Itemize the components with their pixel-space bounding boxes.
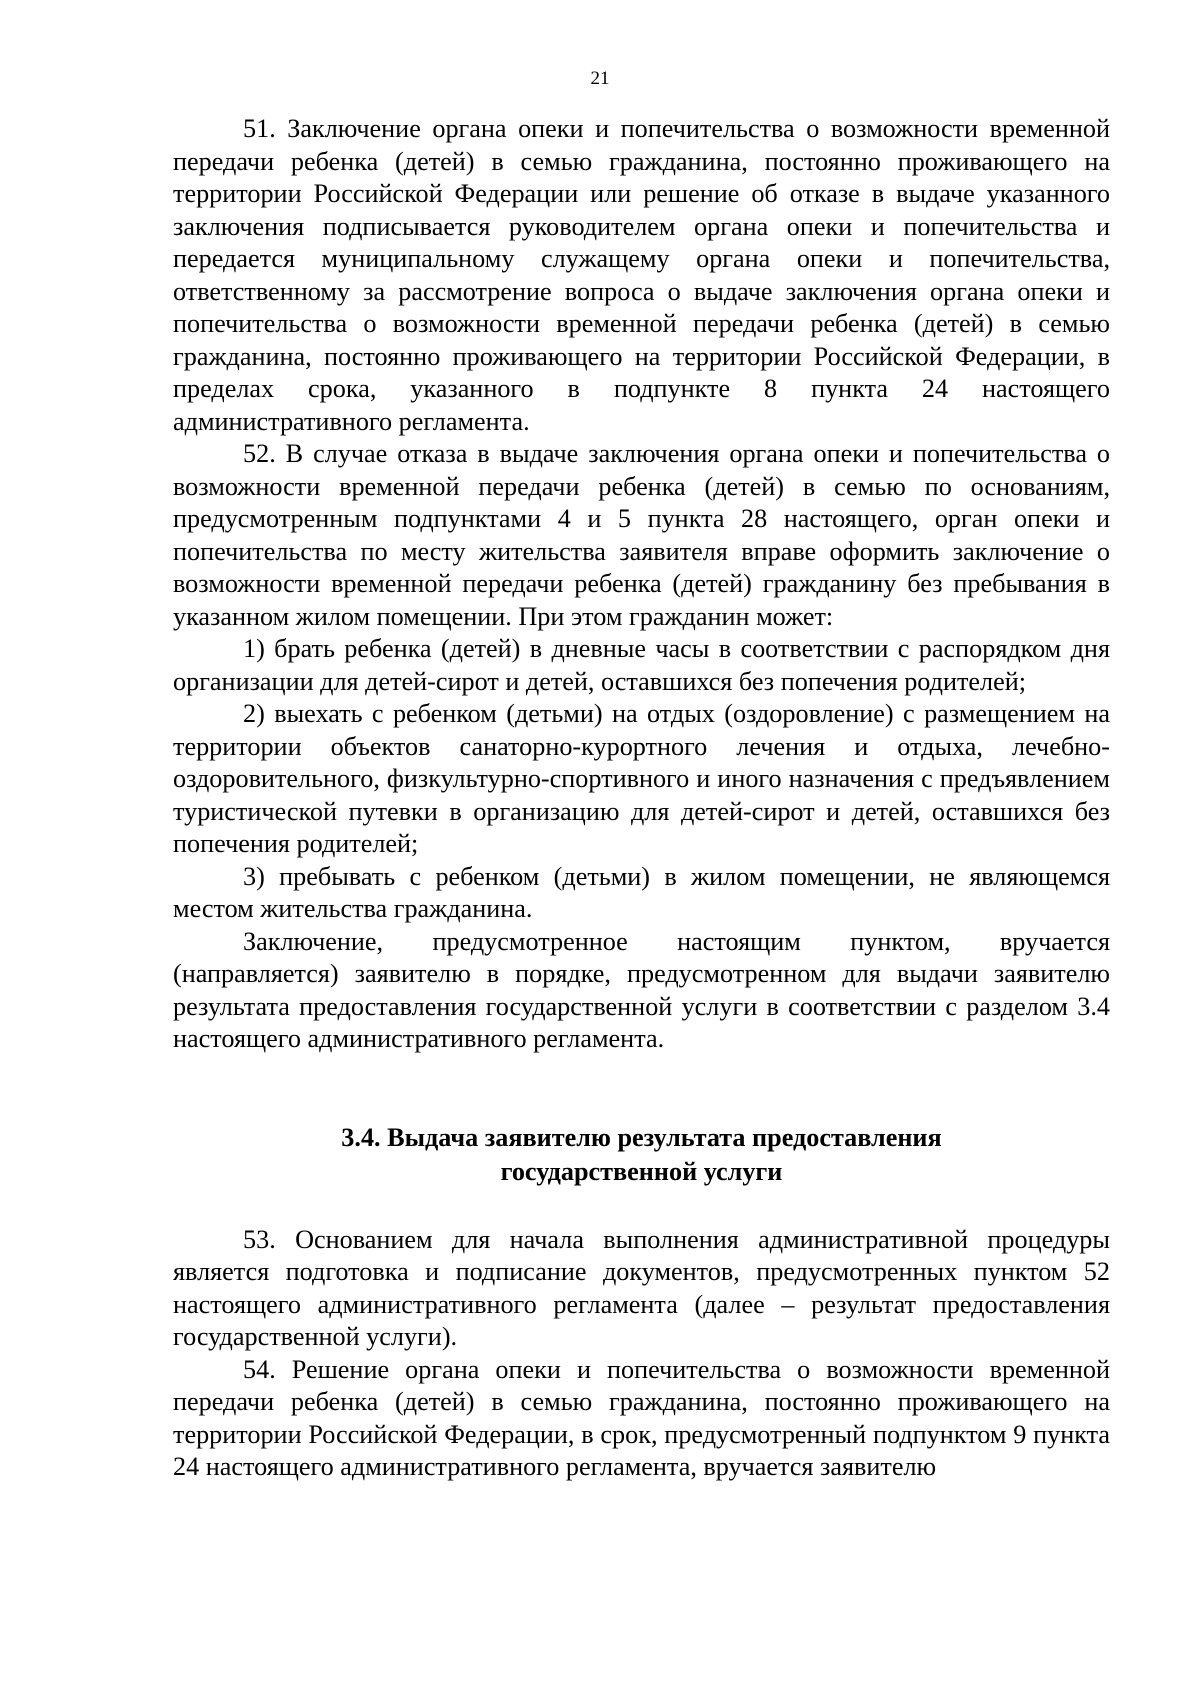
- paragraph-52: 52. В случае отказа в выдаче заключения органа опеки и попечительства о возможности временной передачи ребенка (детей) в семью по основаниям, предусмотренным подпунктами 4 и 5 пункта 28 настоящего, орган опеки и попечительства по месту жительства заявителя вправе оформить заключение о возможности временной передачи ребенка (детей) гражданину без пребывания в указанном жилом помещении. При этом гражданин может:: [173, 439, 1110, 631]
- list-item-3: 3) пребывать с ребенком (детьми) в жилом помещении, не являющемся местом жительства гражданина.: [173, 861, 1110, 923]
- paragraph-51: 51. Заключение органа опеки и попечительства о возможности временной передачи ребенка (детей) в семью гражданина, постоянно проживающего на территории Российской Федерации или решение об отказе в выдаче указанного заключения подписывается руководителем органа опеки и попечительства и передается муниципальному служащему органа опеки и попечительства, ответственному за рассмотрение вопроса о выдаче заключения органа опеки и попечительства о возможности временной передачи ребенка (детей) в семью гражданина, постоянно проживающего на территории Российской Федерации, в пределах срока, указанного в подпункте 8 пункта 24 настоящего административного регламента.: [173, 114, 1110, 436]
- paragraph-conclusion: Заключение, предусмотренное настоящим пунктом, вручается (направляется) заявителю в порядке, предусмотренном для выдачи заявителю результата предоставления государственной услуги в соответствии с разделом 3.4 настоящего административного регламента.: [173, 926, 1110, 1053]
- section-heading-line-2: государственной услуги: [500, 1156, 783, 1186]
- paragraph-54: 54. Решение органа опеки и попечительства о возможности временной передачи ребенка (детей) в семью гражданина, постоянно проживающего на территории Российской Федерации, в срок, предусмотренный подпунктом 9 пункта 24 настоящего административного регламента, вручается заявителю: [173, 1354, 1110, 1481]
- section-heading: [173, 1121, 1110, 1189]
- paragraph-53: 53. Основанием для начала выполнения административной процедуры является подготовка и подписание документов, предусмотренных пунктом 52 настоящего административного регламента (далее – результат предоставления государственной услуги).: [173, 1224, 1110, 1351]
- section-heading-line-1: 3.4. Выдача заявителю результата предоставления: [341, 1122, 942, 1152]
- list-item-2: 2) выехать с ребенком (детьми) на отдых (оздоровление) с размещением на территории объектов санаторно-курортного лечения и отдыха, лечебно-оздоровительного, физкультурно-спортивного и иного назначения с предъявлением туристической путевки в организацию для детей-сирот и детей, оставшихся без попечения родителей;: [173, 699, 1110, 858]
- page-number: 21: [590, 68, 610, 89]
- list-item-1: 1) брать ребенка (детей) в дневные часы в соответствии с распорядком дня организации для детей-сирот и детей, оставшихся без попечения родителей;: [173, 634, 1110, 696]
- document-body: [173, 113, 1110, 1484]
